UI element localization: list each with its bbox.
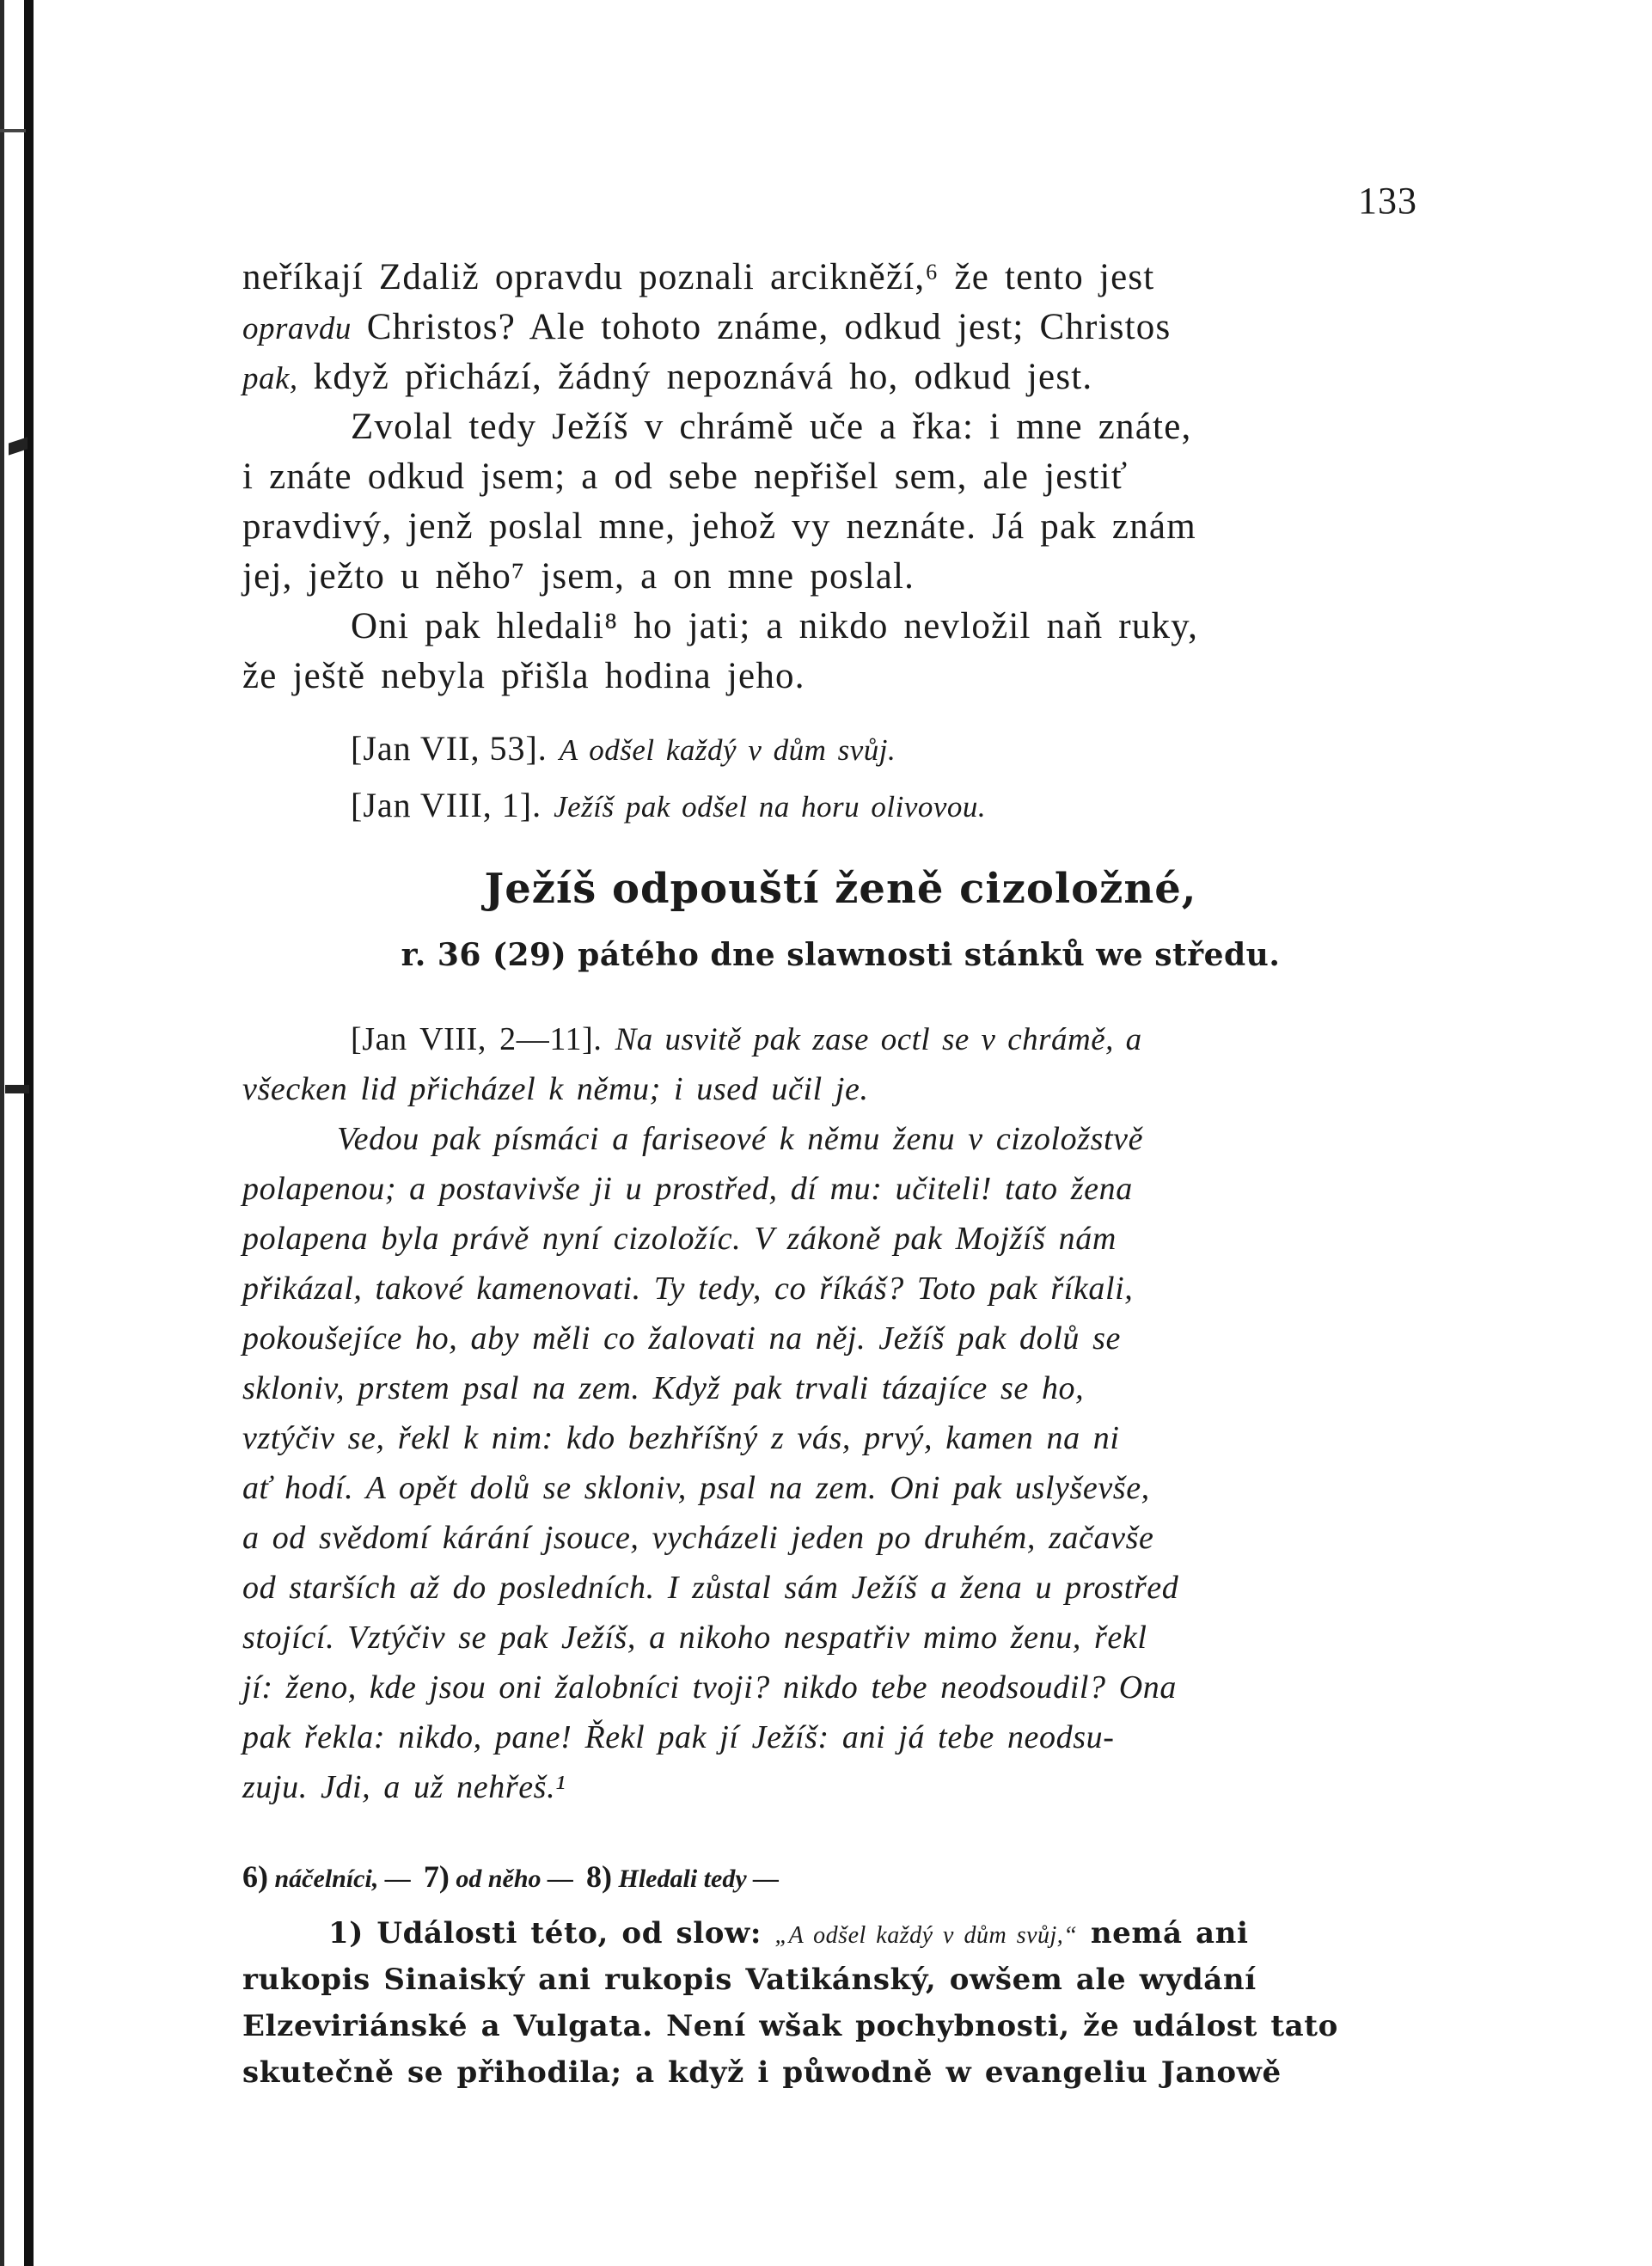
text-line: polapenou; a postavivše ji u prostřed, dí mu: učiteli! tato žena (242, 1171, 1133, 1207)
text-line: pokoušejíce ho, aby měli co žalovati na něj. Ježíš pak dolů se (242, 1320, 1121, 1357)
text-line: opravdu Christos? Ale tohoto známe, odkud jest; Christos (242, 307, 1172, 347)
scan-edge (0, 0, 4, 2266)
text-line: neříkají Zdaliž opravdu poznali arcikněží,⁶ že tento jest (242, 257, 1155, 297)
scan-mark (5, 1085, 29, 1093)
text-line: pak řekla: nikdo, pane! Řekl pak jí Ježíš: ani já tebe neodsu- (242, 1719, 1115, 1755)
footnote-main (242, 1910, 1439, 2096)
text-line: všecken lid přicházel k němu; i used učil je. (242, 1071, 869, 1107)
text-line: jej, ježto u něho⁷ jsem, a on mne poslal. (242, 556, 915, 597)
scan-mark (0, 129, 26, 132)
reference-line: [Jan VII, 53]. A odšel každý v dům svůj. (351, 729, 896, 768)
text-line: a od svědomí kárání jsouce, vycházeli jeden po druhém, začavše (242, 1520, 1154, 1556)
intro-text (242, 253, 1439, 701)
text-line: pak, když přichází, žádný nepoznává ho, odkud jest. (242, 357, 1093, 397)
footnote-line: skutečně se přihodila; a když i půwodně w evangeliu Janowě (242, 2055, 1282, 2090)
text-line: skloniv, prstem psal na zem. Když pak trvali tázajíce se ho, (242, 1370, 1085, 1406)
text-line: od starších až do posledních. I zůstal sám Ježíš a žena u prostřed (242, 1570, 1179, 1606)
reference-label: [Jan VII, 53]. (351, 729, 548, 768)
footnote-line: Elzeviriánské a Vulgata. Není wšak pochybnosti, že událost tato (242, 2009, 1338, 2043)
text-line: Oni pak hledali⁸ ho jati; a nikdo nevložil naň ruky, (351, 606, 1199, 646)
text-line: Zvolal tedy Ježíš v chrámě uče a řka: i mne znáte, (351, 407, 1192, 447)
text-line: přikázal, takové kamenovati. Ty tedy, co říkáš? Toto pak říkali, (242, 1271, 1134, 1307)
footnote-line: rukopis Sinaiský ani rukopis Vatikánský, owšem ale wydání (242, 1963, 1257, 1997)
section-subtitle: r. 36 (29) pátého dne slawnosti stánků we středu. (401, 937, 1281, 973)
text-line: vztýčiv se, řekl k nim: kdo bezhříšný z vás, prvý, kamen na ni (242, 1420, 1120, 1456)
book-spine-shadow (24, 0, 34, 2266)
text-line: zuju. Jdi, a už nehřeš.¹ (242, 1769, 566, 1805)
text-line: pravdivý, jenž poslal mne, jehož vy neznáte. Já pak znám (242, 506, 1196, 547)
reference-label: [Jan VIII, 1]. (351, 786, 542, 824)
section-title: Ježíš odpouští ženě cizoložné, (484, 865, 1197, 913)
text-line: polapena byla právě nyní cizoložíc. V zákoně pak Mojžíš nám (242, 1221, 1117, 1257)
reference-line: [Jan VIII, 1]. Ježíš pak odšel na horu olivovou. (351, 786, 987, 824)
text-line: ať hodí. A opět dolů se skloniv, psal na zem. Oni pak uslyševše, (242, 1470, 1150, 1506)
text-line: stojící. Vztýčiv se pak Ježíš, a nikoho nespatřiv mimo ženu, řekl (242, 1620, 1147, 1656)
footnote-line: 1) Události této, od slow: „A odšel každý v dům svůj,“ nemá ani (328, 1916, 1249, 1951)
text-line: i znáte odkud jsem; a od sebe nepřišel sem, ale jestiť (242, 456, 1129, 497)
text-line: Vedou pak písmáci a fariseové k němu ženu v cizoložstvě (337, 1121, 1144, 1157)
scripture-references (242, 720, 1439, 834)
reference-label: [Jan VIII, 2—11]. (351, 1021, 603, 1057)
text-line: [Jan VIII, 2—11]. Na usvitě pak zase octl se v chrámě, a (351, 1021, 1142, 1057)
text-line: jí: ženo, kde jsou oni žalobníci tvoji? nikdo tebe neodsoudil? Ona (242, 1669, 1177, 1706)
text-line: že ještě nebyla přišla hodina jeho. (242, 656, 805, 696)
page-number: 133 (1358, 180, 1417, 222)
footnotes-inline: 6) náčelníci, — 7) od něho — 8) Hledali tedy — (242, 1859, 780, 1894)
body-text (242, 1014, 1439, 1812)
